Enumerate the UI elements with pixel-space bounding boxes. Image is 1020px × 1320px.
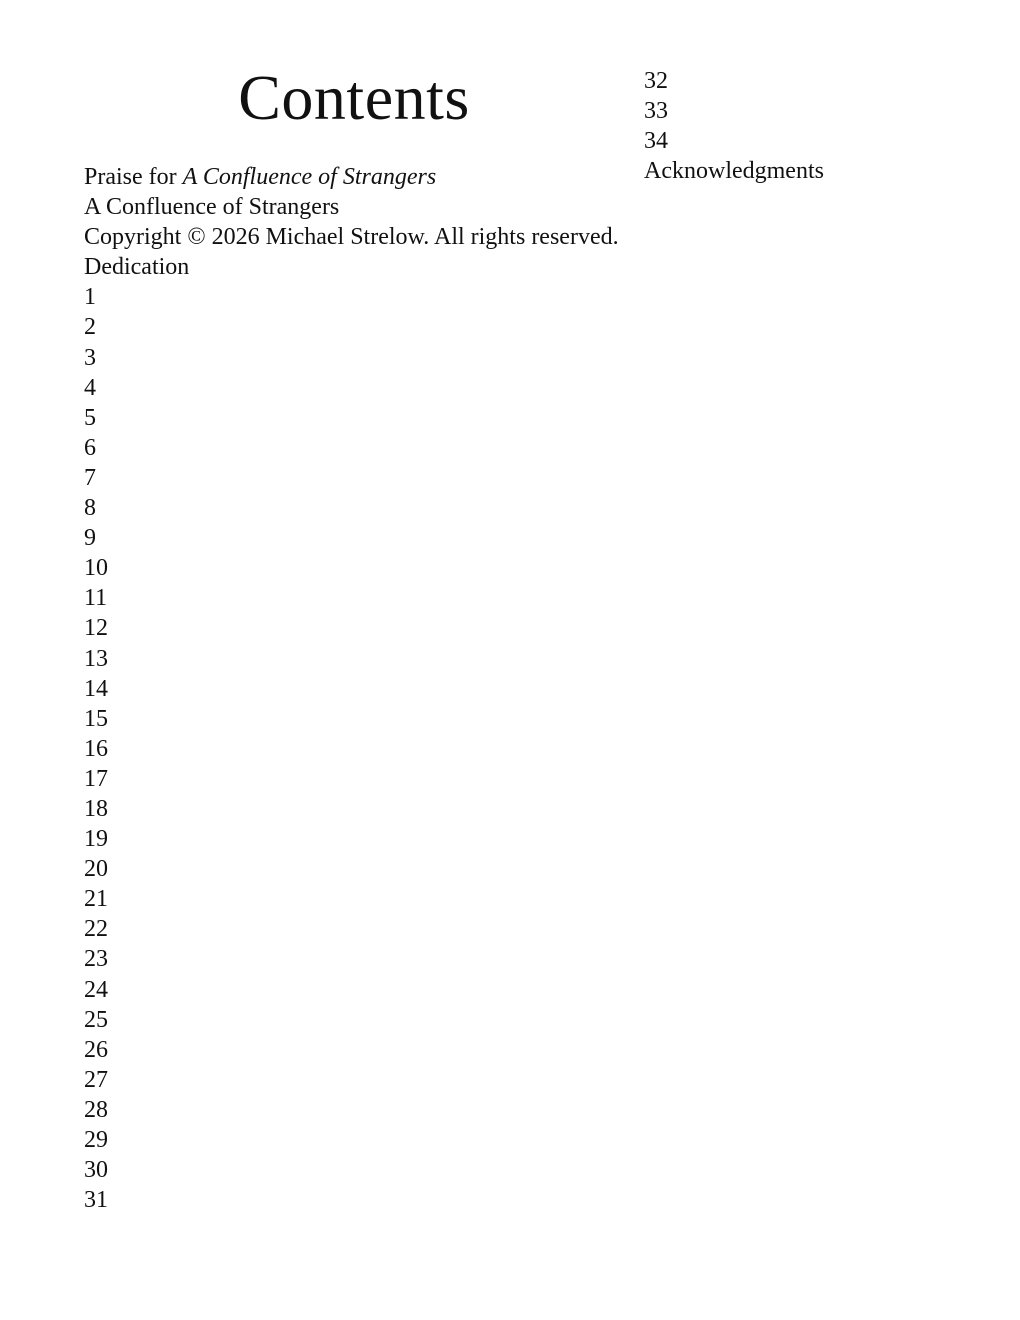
toc-entry-chapter xyxy=(84,884,629,914)
toc-link-chapter[interactable]: 5 xyxy=(84,404,96,431)
toc-entry-chapter xyxy=(84,914,629,944)
toc-link-chapter[interactable]: 26 xyxy=(84,1036,108,1063)
toc-entry-chapter xyxy=(84,1185,629,1215)
toc-link-chapter[interactable]: 8 xyxy=(84,495,96,522)
toc-entry-chapter xyxy=(84,1035,629,1065)
toc-link-chapter[interactable]: 19 xyxy=(84,826,108,853)
toc-link-chapter[interactable]: 32 xyxy=(644,68,668,94)
toc-entry-chapter xyxy=(84,343,629,373)
toc-entry-chapter xyxy=(84,704,629,734)
toc-entry-chapter xyxy=(84,1065,629,1095)
toc-entry-acknowledgments xyxy=(644,156,974,186)
toc-entry-chapter xyxy=(84,824,629,854)
toc-entry-chapter xyxy=(84,854,629,884)
toc-link-chapter[interactable]: 11 xyxy=(84,585,108,612)
toc-entry-chapter xyxy=(84,1005,629,1035)
toc-link-chapter[interactable]: 9 xyxy=(84,525,96,552)
toc-entry-chapter xyxy=(84,312,629,342)
toc-entry-chapter xyxy=(84,734,629,764)
toc-entry-chapter xyxy=(84,1125,629,1155)
toc-entry-chapter xyxy=(84,975,629,1005)
toc-entry-chapter xyxy=(84,794,629,824)
toc-entry-chapter xyxy=(84,403,629,433)
toc-link-praise[interactable] xyxy=(84,164,436,190)
toc-link-chapter[interactable]: 15 xyxy=(84,705,108,732)
toc-entry-chapter xyxy=(84,373,629,403)
toc-entry-praise xyxy=(84,162,629,192)
toc-link-chapter[interactable]: 20 xyxy=(84,856,108,883)
toc-link-chapter[interactable]: 17 xyxy=(84,765,108,792)
toc-entry-chapter xyxy=(84,433,629,463)
toc-link-chapter[interactable]: 10 xyxy=(84,555,108,582)
toc-link-chapter[interactable]: 29 xyxy=(84,1127,108,1153)
toc-link-chapter[interactable]: 28 xyxy=(84,1096,108,1123)
toc-entry-chapter xyxy=(84,764,629,794)
toc-link-chapter[interactable]: 1 xyxy=(84,284,96,311)
toc-link-chapter[interactable]: 27 xyxy=(84,1066,108,1093)
toc-entry-chapter xyxy=(84,523,629,553)
toc-link-chapter[interactable]: 18 xyxy=(84,795,108,822)
toc-link-chapter[interactable]: 13 xyxy=(84,645,108,672)
toc-link-chapter[interactable]: 22 xyxy=(84,916,108,943)
toc-entry-dedication xyxy=(84,252,629,282)
toc-link-chapter[interactable]: 21 xyxy=(84,886,108,913)
toc-column-left xyxy=(84,162,629,1215)
toc-link-chapter[interactable]: 3 xyxy=(84,344,96,371)
toc-entry-chapter xyxy=(84,583,629,613)
toc-entry-chapter xyxy=(84,644,629,674)
toc-column-right xyxy=(644,66,974,186)
toc-link-chapter[interactable]: 30 xyxy=(84,1157,108,1184)
toc-link-acknowledgments[interactable]: Acknowledgments xyxy=(644,158,824,185)
toc-link-chapter[interactable]: 24 xyxy=(84,976,108,1003)
toc-entry-chapter xyxy=(84,1095,629,1125)
toc-link-chapter[interactable]: 6 xyxy=(84,434,96,461)
toc-link-chapter[interactable]: 2 xyxy=(84,314,96,341)
page-title: Contents xyxy=(238,62,470,133)
toc-link-copyright[interactable]: Copyright © 2026 Michael Strelow. All rights reserved. xyxy=(84,224,619,251)
toc-link-chapter[interactable]: 14 xyxy=(84,675,108,702)
toc-entry-chapter xyxy=(84,613,629,643)
toc-entry-chapter xyxy=(644,126,974,156)
toc-entry-chapter xyxy=(84,463,629,493)
toc-link-title-page[interactable]: A Confluence of Strangers xyxy=(84,194,340,221)
toc-entry-chapter xyxy=(84,944,629,974)
toc-entry-chapter xyxy=(84,1155,629,1185)
toc-entry-chapter xyxy=(644,96,974,126)
toc-entry-chapter xyxy=(84,674,629,704)
toc-link-chapter[interactable]: 4 xyxy=(84,374,96,401)
toc-link-chapter[interactable]: 34 xyxy=(644,128,668,155)
toc-link-chapter[interactable]: 12 xyxy=(84,615,108,642)
toc-link-chapter[interactable]: 16 xyxy=(84,735,108,762)
toc-praise-title: A Confluence of Strangers xyxy=(182,164,437,190)
toc-entry-copyright xyxy=(84,222,629,252)
toc-entry-chapter xyxy=(84,553,629,583)
toc-entry-chapter xyxy=(84,282,629,312)
toc-link-chapter[interactable]: 33 xyxy=(644,98,668,125)
toc-link-chapter[interactable]: 25 xyxy=(84,1006,108,1033)
toc-link-chapter[interactable]: 23 xyxy=(84,946,108,973)
toc-link-chapter[interactable]: 7 xyxy=(84,464,96,491)
toc-entry-chapter xyxy=(84,493,629,523)
toc-praise-prefix: Praise for xyxy=(84,164,183,190)
toc-entry-chapter xyxy=(644,66,974,96)
toc-link-dedication[interactable]: Dedication xyxy=(84,254,190,281)
toc-entry-title-page xyxy=(84,192,629,222)
toc-link-chapter[interactable]: 31 xyxy=(84,1187,108,1214)
